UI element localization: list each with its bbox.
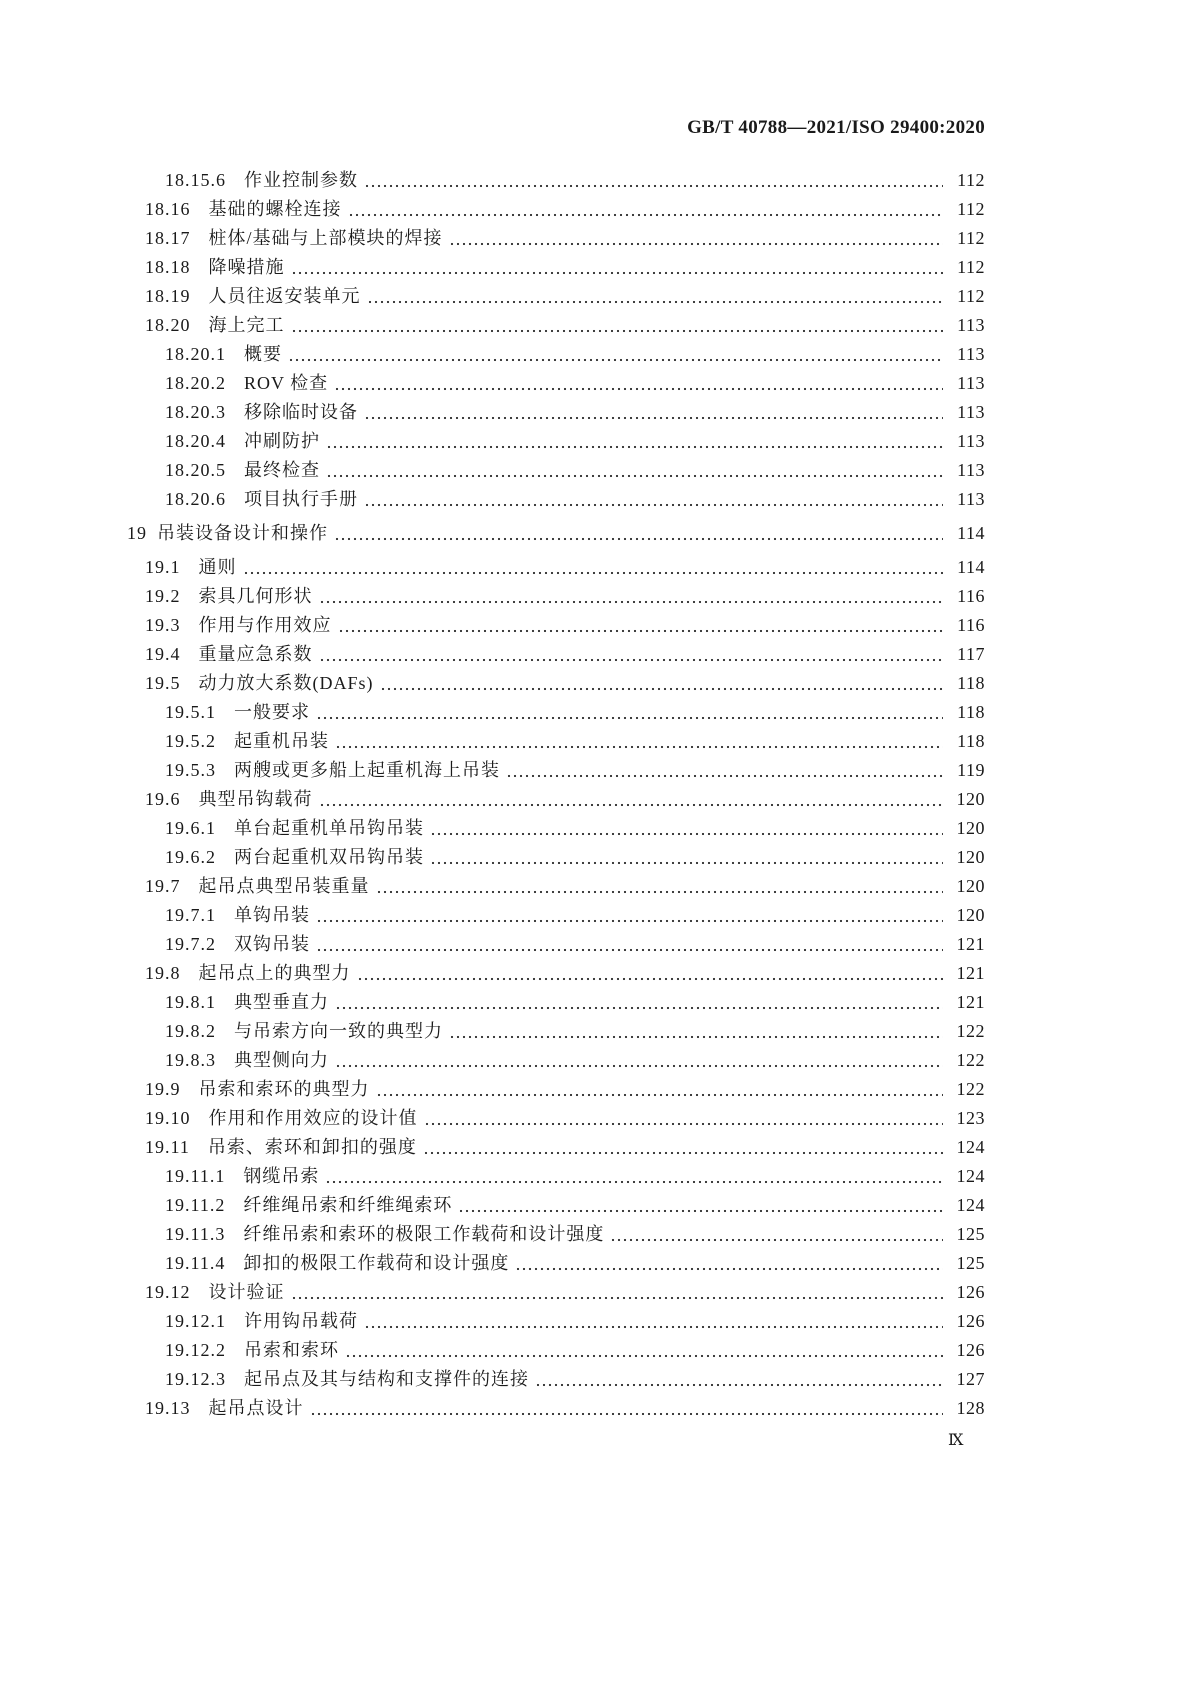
entry-title: 与吊索方向一致的典型力: [234, 1020, 443, 1041]
dot-leader: [291, 311, 944, 340]
entry-title: 降噪措施: [208, 256, 285, 277]
entry-title: 典型侧向力: [234, 1049, 329, 1070]
entry-number: 19.5.1: [165, 701, 216, 722]
toc-entry: [0, 1249, 985, 1278]
toc-entry: [0, 1046, 985, 1075]
toc-entry: [0, 340, 985, 369]
entry-number: 19.2: [145, 585, 181, 606]
entry-title: 起吊点典型吊装重量: [198, 875, 370, 896]
entry-number: 19.5.2: [165, 730, 216, 751]
entry-title: 重量应急系数: [198, 643, 313, 664]
toc-entry: [0, 369, 985, 398]
entry-page-number: 121: [956, 962, 985, 983]
toc-entry: [0, 1162, 985, 1191]
toc-entry: [0, 727, 985, 756]
dot-leader: [335, 727, 943, 756]
toc-entry: [0, 282, 985, 311]
page-number: Ⅸ: [948, 1430, 964, 1449]
entry-page-number: 119: [957, 759, 985, 780]
entry-title: 吊索和索环: [244, 1339, 339, 1360]
dot-leader: [424, 1104, 944, 1133]
dot-leader: [535, 1365, 943, 1394]
entry-page-number: 120: [956, 904, 985, 925]
dot-leader: [334, 519, 943, 548]
entry-page-number: 118: [957, 730, 985, 751]
toc-entry: [0, 930, 985, 959]
toc-entry: [0, 553, 985, 582]
toc-entry: [0, 1278, 985, 1307]
entry-title: 最终检查: [244, 459, 320, 480]
toc-chapter-entry: [0, 519, 985, 548]
entry-title: 起重机吊装: [234, 730, 329, 751]
entry-title: 动力放大系数(DAFs): [198, 672, 374, 693]
toc-entry: [0, 1220, 985, 1249]
entry-title: 起吊点设计: [208, 1397, 304, 1418]
entry-title: 一般要求: [234, 701, 310, 722]
toc-entry: [0, 814, 985, 843]
entry-number: 18.17: [145, 227, 191, 248]
entry-title: 移除临时设备: [244, 401, 358, 422]
entry-number: 19.11.4: [165, 1252, 226, 1273]
entry-title: 起吊点上的典型力: [198, 962, 351, 983]
toc-entry: [0, 195, 985, 224]
entry-title: 纤维绳吊索和纤维绳索环: [243, 1194, 453, 1215]
toc-entry: [0, 398, 985, 427]
toc-entry: [0, 166, 985, 195]
toc-entry: [0, 843, 985, 872]
dot-leader: [423, 1133, 943, 1162]
toc-entry: [0, 988, 985, 1017]
entry-number: 19.10: [145, 1107, 191, 1128]
entry-title: 作用和作用效应的设计值: [208, 1107, 418, 1128]
toc-entry: [0, 669, 985, 698]
entry-page-number: 113: [957, 343, 985, 364]
entry-page-number: 122: [956, 1078, 985, 1099]
toc-entry: [0, 901, 985, 930]
entry-number: 19: [127, 522, 147, 543]
toc-entry: [0, 1394, 985, 1423]
entry-number: 19.8: [145, 962, 181, 983]
entry-title: 概要: [244, 343, 282, 364]
entry-page-number: 121: [956, 991, 985, 1012]
entry-title: 吊装设备设计和操作: [157, 522, 328, 543]
entry-page-number: 112: [957, 256, 985, 277]
dot-leader: [326, 456, 943, 485]
entry-number: 18.15.6: [165, 169, 226, 190]
entry-number: 19.7.2: [165, 933, 216, 954]
entry-number: 19.12.2: [165, 1339, 226, 1360]
toc-entry: [0, 698, 985, 727]
entry-page-number: 121: [956, 933, 985, 954]
dot-leader: [380, 669, 943, 698]
entry-title: 桩体/基础与上部模块的焊接: [208, 227, 443, 248]
dot-leader: [364, 1307, 943, 1336]
entry-page-number: 113: [957, 459, 985, 480]
dot-leader: [357, 959, 944, 988]
toc-entry: [0, 785, 985, 814]
entry-number: 18.18: [145, 256, 191, 277]
entry-number: 19.13: [145, 1397, 191, 1418]
entry-title: 基础的螺栓连接: [208, 198, 342, 219]
entry-number: 19.11.1: [165, 1165, 226, 1186]
entry-page-number: 127: [956, 1368, 985, 1389]
entry-page-number: 112: [957, 285, 985, 306]
entry-page-number: 114: [957, 556, 985, 577]
dot-leader: [319, 582, 944, 611]
entry-number: 19.3: [145, 614, 181, 635]
toc-entry: [0, 485, 985, 514]
dot-leader: [334, 369, 943, 398]
toc-entry: [0, 1365, 985, 1394]
entry-page-number: 126: [956, 1310, 985, 1331]
dot-leader: [610, 1220, 943, 1249]
dot-leader: [364, 166, 943, 195]
entry-number: 19.12: [145, 1281, 191, 1302]
entry-number: 19.9: [145, 1078, 181, 1099]
entry-number: 19.4: [145, 643, 181, 664]
entry-title: 吊索和索环的典型力: [198, 1078, 370, 1099]
entry-title: ROV 检查: [244, 372, 329, 393]
dot-leader: [430, 814, 943, 843]
dot-leader: [364, 398, 943, 427]
entry-title: 项目执行手册: [244, 488, 358, 509]
entry-title: 索具几何形状: [198, 585, 313, 606]
entry-number: 18.20.3: [165, 401, 226, 422]
entry-page-number: 112: [957, 198, 985, 219]
dot-leader: [376, 1075, 944, 1104]
entry-title: 单钩吊装: [234, 904, 310, 925]
entry-number: 19.12.1: [165, 1310, 226, 1331]
entry-page-number: 120: [956, 875, 985, 896]
entry-title: 卸扣的极限工作载荷和设计强度: [243, 1252, 510, 1273]
entry-number: 19.11.2: [165, 1194, 226, 1215]
toc-entry: [0, 1191, 985, 1220]
entry-title: 通则: [198, 556, 237, 577]
entry-title: 起吊点及其与结构和支撑件的连接: [244, 1368, 529, 1389]
dot-leader: [291, 253, 944, 282]
entry-page-number: 126: [956, 1281, 985, 1302]
entry-number: 19.5: [145, 672, 181, 693]
entry-page-number: 113: [957, 314, 985, 335]
entry-page-number: 122: [956, 1020, 985, 1041]
entry-number: 19.1: [145, 556, 181, 577]
entry-page-number: 112: [957, 227, 985, 248]
entry-title: 人员往返安装单元: [208, 285, 361, 306]
entry-page-number: 113: [957, 488, 985, 509]
entry-number: 18.19: [145, 285, 191, 306]
toc-entry: [0, 427, 985, 456]
dot-leader: [288, 340, 943, 369]
entry-title: 作用与作用效应: [198, 614, 332, 635]
toc-entry: [0, 456, 985, 485]
entry-title: 两艘或更多船上起重机海上吊装: [234, 759, 500, 780]
entry-number: 18.16: [145, 198, 191, 219]
dot-leader: [364, 485, 943, 514]
entry-title: 两台起重机双吊钩吊装: [234, 846, 424, 867]
entry-number: 19.8.2: [165, 1020, 216, 1041]
toc-entry: [0, 1104, 985, 1133]
standard-number-header: GB/T 40788—2021/ISO 29400:2020: [687, 117, 985, 138]
entry-page-number: 116: [957, 614, 985, 635]
entry-page-number: 124: [956, 1136, 985, 1157]
entry-number: 18.20.5: [165, 459, 226, 480]
entry-title: 作业控制参数: [244, 169, 358, 190]
toc-entry: [0, 582, 985, 611]
entry-number: 18.20: [145, 314, 191, 335]
entry-page-number: 123: [956, 1107, 985, 1128]
toc-entry: [0, 1307, 985, 1336]
dot-leader: [338, 611, 944, 640]
toc-entry: [0, 872, 985, 901]
toc-entry: [0, 1133, 985, 1162]
dot-leader: [515, 1249, 943, 1278]
entry-page-number: 113: [957, 430, 985, 451]
dot-leader: [310, 1394, 944, 1423]
entry-title: 海上完工: [208, 314, 285, 335]
dot-leader: [506, 756, 943, 785]
dot-leader: [449, 224, 944, 253]
dot-leader: [326, 427, 943, 456]
entry-page-number: 125: [956, 1223, 985, 1244]
entry-page-number: 122: [956, 1049, 985, 1070]
entry-number: 19.8.3: [165, 1049, 216, 1070]
toc-entry: [0, 959, 985, 988]
dot-leader: [345, 1336, 943, 1365]
entry-page-number: 118: [957, 672, 985, 693]
entry-page-number: 124: [956, 1194, 985, 1215]
entry-title: 吊索、索环和卸扣的强度: [207, 1136, 417, 1157]
dot-leader: [325, 1162, 943, 1191]
entry-page-number: 125: [956, 1252, 985, 1273]
dot-leader: [291, 1278, 944, 1307]
toc-entry: [0, 1336, 985, 1365]
toc-entry: [0, 611, 985, 640]
entry-number: 19.5.3: [165, 759, 216, 780]
entry-page-number: 113: [957, 401, 985, 422]
toc-entry: [0, 1075, 985, 1104]
dot-leader: [430, 843, 943, 872]
dot-leader: [449, 1017, 943, 1046]
entry-page-number: 113: [957, 372, 985, 393]
dot-leader: [348, 195, 944, 224]
entry-title: 双钩吊装: [234, 933, 310, 954]
entry-title: 许用钩吊载荷: [244, 1310, 358, 1331]
entry-title: 典型吊钩载荷: [198, 788, 313, 809]
entry-page-number: 116: [957, 585, 985, 606]
entry-number: 18.20.6: [165, 488, 226, 509]
dot-leader: [319, 640, 944, 669]
entry-title: 纤维吊索和索环的极限工作载荷和设计强度: [243, 1223, 605, 1244]
toc-entry: [0, 756, 985, 785]
entry-number: 19.11: [145, 1136, 190, 1157]
entry-title: 冲刷防护: [244, 430, 320, 451]
dot-leader: [316, 901, 943, 930]
entry-page-number: 128: [956, 1397, 985, 1418]
entry-number: 19.8.1: [165, 991, 216, 1012]
dot-leader: [376, 872, 944, 901]
dot-leader: [243, 553, 944, 582]
entry-title: 单台起重机单吊钩吊装: [234, 817, 424, 838]
entry-number: 19.6.2: [165, 846, 216, 867]
dot-leader: [367, 282, 944, 311]
entry-number: 19.6.1: [165, 817, 216, 838]
entry-number: 18.20.1: [165, 343, 226, 364]
toc-entry: [0, 253, 985, 282]
toc-entry: [0, 311, 985, 340]
entry-title: 典型垂直力: [234, 991, 329, 1012]
entry-number: 19.6: [145, 788, 181, 809]
entry-title: 设计验证: [208, 1281, 285, 1302]
dot-leader: [319, 785, 944, 814]
toc-entry: [0, 224, 985, 253]
dot-leader: [458, 1191, 943, 1220]
entry-page-number: 120: [956, 788, 985, 809]
entry-page-number: 114: [957, 522, 985, 543]
entry-number: 19.7: [145, 875, 181, 896]
dot-leader: [335, 1046, 943, 1075]
entry-page-number: 124: [956, 1165, 985, 1186]
entry-title: 钢缆吊索: [243, 1165, 320, 1186]
entry-number: 18.20.4: [165, 430, 226, 451]
toc-entry: [0, 1017, 985, 1046]
entry-page-number: 126: [956, 1339, 985, 1360]
entry-number: 19.7.1: [165, 904, 216, 925]
entry-number: 19.12.3: [165, 1368, 226, 1389]
entry-page-number: 117: [957, 643, 985, 664]
entry-number: 18.20.2: [165, 372, 226, 393]
dot-leader: [335, 988, 943, 1017]
toc-entry: [0, 640, 985, 669]
entry-page-number: 118: [957, 701, 985, 722]
entry-page-number: 120: [956, 817, 985, 838]
table-of-contents: [0, 166, 985, 1423]
dot-leader: [316, 698, 943, 727]
entry-page-number: 112: [957, 169, 985, 190]
entry-number: 19.11.3: [165, 1223, 226, 1244]
dot-leader: [316, 930, 943, 959]
entry-page-number: 120: [956, 846, 985, 867]
